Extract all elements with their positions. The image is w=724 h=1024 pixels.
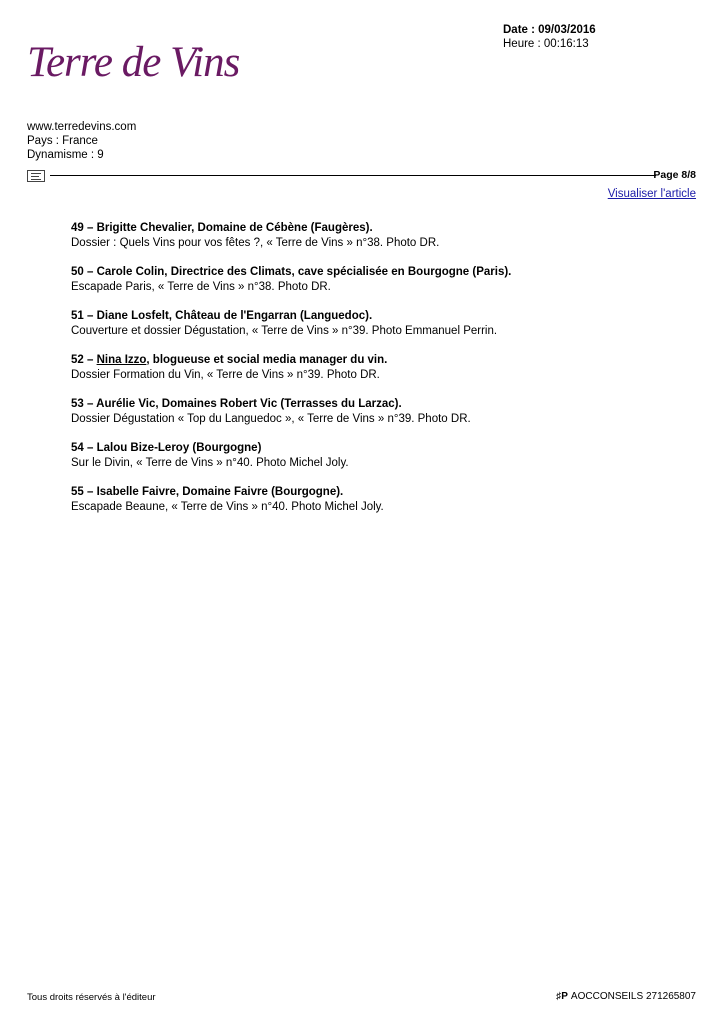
entry-title bbox=[71, 353, 691, 368]
entry-number: 52 – bbox=[71, 354, 97, 366]
article-list bbox=[71, 221, 691, 529]
entry-description: Escapade Paris, « Terre de Vins » n°38. Photo DR. bbox=[71, 280, 331, 293]
entry-description: Escapade Beaune, « Terre de Vins » n°40. Photo Michel Joly. bbox=[71, 500, 384, 513]
page-number: Page 8/8 bbox=[653, 169, 696, 181]
entry-description: Dossier Formation du Vin, « Terre de Vins » n°39. Photo DR. bbox=[71, 368, 380, 381]
person-name-link[interactable]: Nina Izzo bbox=[96, 354, 147, 366]
entry-title: 54 – Lalou Bize-Leroy (Bourgogne) bbox=[71, 442, 262, 454]
publisher-code: AOCCONSEILS 271265807 bbox=[570, 991, 696, 1002]
entry-description: Dossier Dégustation « Top du Languedoc », « Terre de Vins » n°39. Photo DR. bbox=[71, 412, 471, 425]
website-label: www.terredevins.com bbox=[27, 121, 137, 133]
view-article-link[interactable]: Visualiser l'article bbox=[607, 188, 696, 200]
entry-description: Sur le Divin, « Terre de Vins » n°40. Photo Michel Joly. bbox=[71, 456, 349, 469]
list-item bbox=[71, 397, 691, 426]
entry-description: Couverture et dossier Dégustation, « Terre de Vins » n°39. Photo Emmanuel Perrin. bbox=[71, 324, 498, 337]
list-item bbox=[71, 265, 691, 294]
copyright-notice: Tous droits réservés à l'éditeur bbox=[27, 992, 156, 1003]
list-item bbox=[71, 441, 691, 470]
document-icon[interactable] bbox=[27, 170, 45, 182]
header-divider bbox=[50, 175, 656, 176]
list-item bbox=[71, 309, 691, 338]
country-label: Pays : France bbox=[27, 135, 98, 147]
entry-title: 51 – Diane Losfelt, Château de l'Engarran (Languedoc). bbox=[71, 310, 373, 322]
date-label: Date : 09/03/2016 bbox=[503, 24, 596, 36]
list-item bbox=[71, 221, 691, 250]
entry-title: 49 – Brigitte Chevalier, Domaine de Cébène (Faugères). bbox=[71, 222, 373, 234]
list-item bbox=[71, 353, 691, 382]
brand-logo: Terre de Vins bbox=[27, 39, 240, 86]
date-time-block bbox=[503, 23, 596, 51]
source-meta bbox=[27, 120, 136, 162]
dynamism-label: Dynamisme : 9 bbox=[27, 149, 104, 161]
entry-description: Dossier : Quels Vins pour vos fêtes ?, « Terre de Vins » n°38. Photo DR. bbox=[71, 236, 440, 249]
entry-title: 50 – Carole Colin, Directrice des Climats, cave spécialisée en Bourgogne (Paris). bbox=[71, 266, 512, 278]
list-item bbox=[71, 485, 691, 514]
publisher-mark-icon: ♯P bbox=[556, 991, 568, 1002]
time-label: Heure : 00:16:13 bbox=[503, 38, 589, 50]
footer-code bbox=[556, 991, 696, 1002]
entry-title: 55 – Isabelle Faivre, Domaine Faivre (Bourgogne). bbox=[71, 486, 344, 498]
entry-title-rest: , blogueuse et social media manager du vin. bbox=[146, 354, 388, 366]
entry-title: 53 – Aurélie Vic, Domaines Robert Vic (Terrasses du Larzac). bbox=[71, 398, 402, 410]
